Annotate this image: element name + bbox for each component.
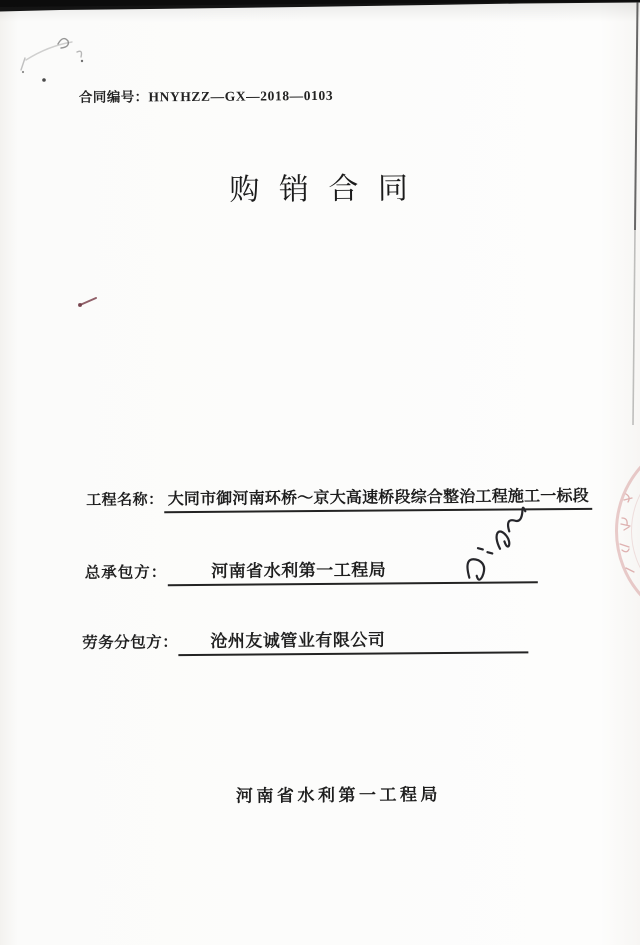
field-project-name bbox=[86, 483, 592, 514]
contract-number-value: HNYHZZ—GX—2018—0103 bbox=[148, 87, 334, 105]
footer-organization: 河南省水利第一工程局 bbox=[235, 785, 442, 806]
general-contractor-value: 河南省水利第一工程局 bbox=[167, 554, 537, 586]
contract-number-label: 合同编号： bbox=[78, 89, 149, 105]
general-contractor-label: 总承包方： bbox=[84, 564, 168, 582]
labor-subcontractor-value: 沧州友诚管业有限公司 bbox=[178, 624, 528, 656]
contract-number-line bbox=[79, 84, 333, 106]
field-labor-subcontractor bbox=[82, 624, 528, 657]
field-general-contractor bbox=[85, 554, 538, 587]
project-name-value: 大同市御河南环桥～京大高速桥段综合整治工程施工一标段 bbox=[164, 483, 592, 513]
page-title: 购 销 合 同 bbox=[229, 172, 415, 207]
labor-subcontractor-label: 劳务分包方： bbox=[82, 634, 179, 652]
project-name-label: 工程名称： bbox=[86, 492, 164, 509]
